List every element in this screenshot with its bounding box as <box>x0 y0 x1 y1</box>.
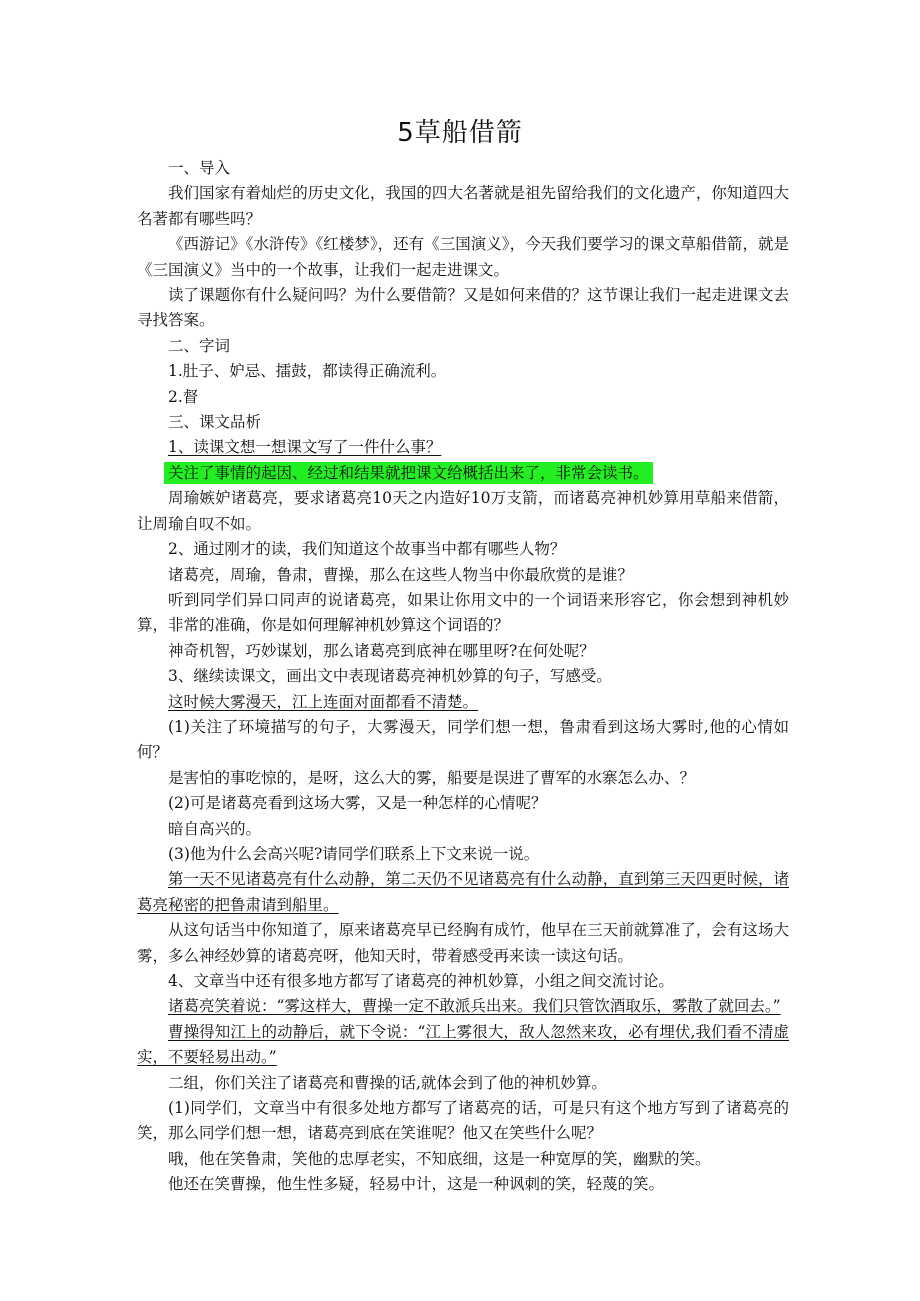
paragraph-text: 听到同学们异口同声的说诸葛亮，如果让你用文中的一个词语来形容它，你会想到神机妙算，非常的准确，你是如何理解神机妙算这个词语的？ <box>137 590 789 635</box>
paragraph <box>137 588 789 639</box>
paragraph <box>137 766 789 791</box>
document-body <box>137 156 789 1198</box>
paragraph <box>137 639 789 664</box>
page-title: 5草船借箭 <box>397 118 523 148</box>
paragraph <box>137 385 789 410</box>
paragraph <box>137 690 789 715</box>
paragraph-text: 《西游记》《水浒传》《红楼梦》，还有《三国演义》，今天我们要学习的课文草船借箭，就是《三国演义》当中的一个故事，让我们一起走进课文。 <box>137 235 789 279</box>
paragraph <box>137 156 789 181</box>
paragraph-text: (1)关注了环境描写的句子，大雾漫天，同学们想一想，鲁肃看到这场大雾时,他的心情如何？ <box>137 717 789 762</box>
paragraph-text: 二组，你们关注了诸葛亮和曹操的话,就体会到了他的神机妙算。 <box>168 1073 607 1092</box>
paragraph-text: 从这句话当中你知道了，原来诸葛亮早已经胸有成竹，他早在三天前就算准了，会有这场大雾，多么神经妙算的诸葛亮呀，他知天时，带着感受再来读一读这句话。 <box>137 921 789 965</box>
paragraph <box>137 969 789 994</box>
underlined-text: 第一天不见诸葛亮有什么动静，第二天仍不见诸葛亮有什么动静，直到第三天四更时候，诸葛亮秘密的把鲁肃请到船里。 <box>137 870 789 914</box>
paragraph <box>137 715 789 766</box>
paragraph-text: 一、导入 <box>168 159 231 177</box>
paragraph <box>137 918 789 969</box>
paragraph <box>137 867 789 918</box>
paragraph <box>137 181 789 232</box>
paragraph <box>137 1020 789 1071</box>
underlined-text: 这时候大雾漫天，江上连面对面都看不清楚。 <box>168 692 479 711</box>
paragraph-text: 周瑜嫉妒诸葛亮，要求诸葛亮10天之内造好10万支箭，而诸葛亮神机妙算用草船来借箭，让周瑜自叹不如。 <box>137 489 789 533</box>
paragraph-text: 是害怕的事吃惊的，是呀，这么大的雾，船要是误进了曹军的水寨怎么办、？ <box>168 768 696 787</box>
paragraph <box>137 994 789 1019</box>
paragraph <box>137 842 789 867</box>
paragraph <box>137 435 789 460</box>
paragraph-text: 二、字词 <box>168 336 231 355</box>
paragraph <box>137 1096 789 1147</box>
paragraph <box>137 461 789 486</box>
underlined-text: 1、读课文想一想课文写了一件什么事？ <box>168 438 442 457</box>
paragraph <box>137 410 789 435</box>
paragraph-text: 4、文章当中还有很多地方都写了诸葛亮的神机妙算，小组之间交流讨论。 <box>168 972 674 990</box>
highlighted-text: 关注了事情的起因、经过和结果就把课文给概括出来了，非常会读书。 <box>164 462 653 484</box>
paragraph <box>137 359 789 384</box>
paragraph-text: 哦，他在笑鲁肃，笑他的忠厚老实，不知底细，这是一种宽厚的笑，幽默的笑。 <box>168 1149 711 1168</box>
underlined-text: 曹操得知江上的动静后，就下令说：“江上雾很大，敌人忽然来攻，必有埋伏,我们看不清虚实，不要轻易出动。” <box>137 1022 789 1067</box>
paragraph <box>137 1071 789 1096</box>
paragraph-text: 2.督 <box>168 387 199 406</box>
paragraph <box>137 563 789 588</box>
paragraph <box>137 283 789 334</box>
paragraph-text: (1)同学们，文章当中有很多处地方都写了诸葛亮的话，可是只有这个地方写到了诸葛亮的笑，那么同学们想一想，诸葛亮到底在笑谁呢？他又在笑些什么呢？ <box>137 1099 789 1143</box>
paragraph-text: 诸葛亮，周瑜，鲁肃，曹操，那么在这些人物当中你最欣赏的是谁？ <box>168 565 634 584</box>
paragraph <box>137 334 789 359</box>
paragraph <box>137 1172 789 1197</box>
paragraph-text: (2)可是诸葛亮看到这场大雾，又是一种怎样的心情呢？ <box>168 794 547 813</box>
underlined-text: 诸葛亮笑着说：“雾这样大，曹操一定不敢派兵出来。我们只管饮酒取乐，雾散了就回去。” <box>168 997 781 1016</box>
paragraph <box>137 817 789 842</box>
paragraph-text: 2、通过刚才的读，我们知道这个故事当中都有哪些人物？ <box>168 540 566 559</box>
paragraph-text: (3)他为什么会高兴呢?请同学们联系上下文来说一说。 <box>168 844 540 863</box>
paragraph-text: 1.肚子、妒忌、擂鼓，都读得正确流利。 <box>168 362 447 381</box>
paragraph-text: 我们国家有着灿烂的历史文化，我国的四大名著就是祖先留给我们的文化遗产，你知道四大名著都有哪些吗？ <box>137 184 789 228</box>
paragraph <box>137 537 789 562</box>
paragraph <box>137 232 789 283</box>
paragraph <box>137 664 789 689</box>
paragraph-text: 暗自高兴的。 <box>168 819 262 838</box>
paragraph <box>137 1147 789 1172</box>
paragraph <box>137 486 789 537</box>
paragraph-text: 三、课文品析 <box>168 413 262 432</box>
paragraph-text: 读了课题你有什么疑问吗？为什么要借箭？又是如何来借的？这节课让我们一起走进课文去寻找答案。 <box>137 286 789 330</box>
paragraph <box>137 791 789 816</box>
paragraph-text: 3、继续读课文，画出文中表现诸葛亮神机妙算的句子，写感受。 <box>168 667 612 686</box>
paragraph-text: 他还在笑曹操，他生性多疑，轻易中计，这是一种讽刺的笑，轻蔑的笑。 <box>168 1175 665 1194</box>
paragraph-text: 神奇机智，巧妙谋划，那么诸葛亮到底神在哪里呀?在何处呢？ <box>168 641 595 660</box>
